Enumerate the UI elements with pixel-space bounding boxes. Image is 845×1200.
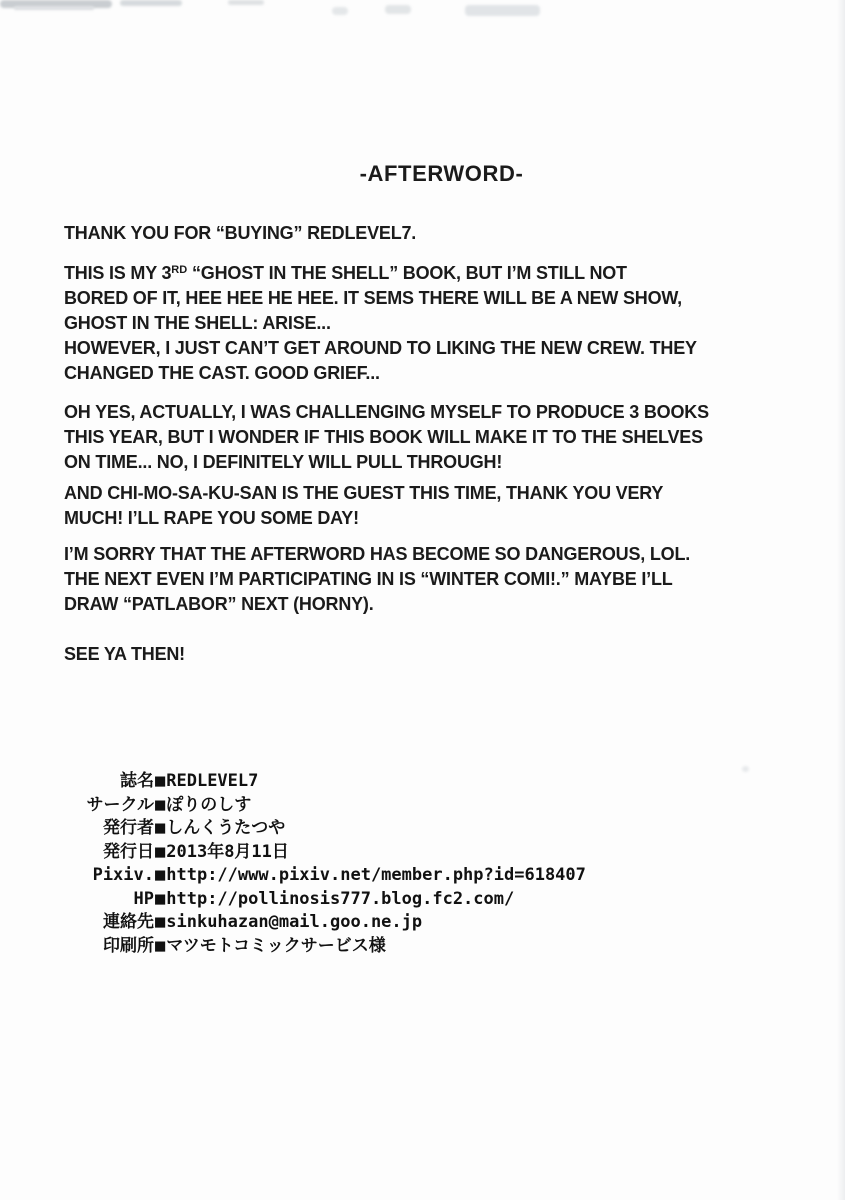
page-title: -AFTERWORD- (359, 161, 524, 186)
colophon-label: 印刷所 (103, 935, 154, 956)
colophon-email: sinkuhazan@mail.goo.ne.jp (166, 912, 423, 932)
square-separator-icon: ■ (155, 935, 166, 956)
body-line: I’M SORRY THAT THE AFTERWORD HAS BECOME SO DANGEROUS, LOL. (64, 544, 691, 564)
scan-speck (742, 766, 749, 772)
colophon-value: ぽりのしす (166, 794, 252, 815)
body-line: THIS YEAR, BUT I WONDER IF THIS BOOK WILL MAKE IT TO THE SHELVES (64, 427, 703, 447)
ordinal-superscript: RD (171, 264, 188, 276)
colophon-label: 連絡先 (103, 912, 154, 932)
body-line: SEE YA THEN! (64, 644, 185, 664)
scan-smudge (228, 0, 264, 5)
colophon-row-date (78, 841, 586, 865)
body-line: CHANGED THE CAST. GOOD GRIEF... (64, 363, 380, 383)
square-separator-icon: ■ (155, 818, 166, 838)
scan-smudge (120, 0, 182, 6)
square-separator-icon: ■ (155, 771, 166, 791)
square-separator-icon: ■ (155, 865, 166, 885)
body-line: BORED OF IT, HEE HEE HE HEE. IT SEMS THERE WILL BE A NEW SHOW, (64, 288, 682, 308)
colophon-row-pixiv (78, 864, 586, 888)
paragraph-next-event (64, 542, 690, 617)
colophon-value: 2013年8月11日 (166, 841, 289, 862)
colophon-row-homepage (78, 888, 586, 912)
colophon-row-publisher (78, 817, 586, 841)
body-line: ON TIME... NO, I DEFINITELY WILL PULL THROUGH! (64, 452, 503, 472)
paragraph-new-crew (64, 336, 697, 386)
body-line: HOWEVER, I JUST CAN’T GET AROUND TO LIKING THE NEW CREW. THEY (64, 338, 697, 358)
body-line: THE NEXT EVEN I’M PARTICIPATING IN IS “WINTER COMI!.” MAYBE I’LL (64, 569, 673, 589)
colophon (78, 770, 586, 958)
body-line: AND CHI-MO-SA-KU-SAN IS THE GUEST THIS TIME, THANK YOU VERY (64, 483, 664, 503)
paragraph-guest (64, 481, 663, 531)
square-separator-icon: ■ (155, 794, 166, 815)
paragraph-third-book (64, 258, 682, 336)
text-run: THIS IS MY 3 (64, 263, 172, 283)
scan-smudge (465, 5, 540, 16)
colophon-label: 誌名 (120, 771, 154, 791)
colophon-value: マツモトコミックサービス様 (166, 935, 386, 956)
colophon-value: しんくうたつや (166, 818, 286, 838)
paragraph-three-books (64, 400, 709, 475)
square-separator-icon: ■ (155, 912, 166, 932)
scan-smudge (14, 6, 94, 10)
paragraph-signoff (64, 642, 185, 667)
body-line: GHOST IN THE SHELL: ARISE... (64, 313, 331, 333)
colophon-label: HP (133, 888, 154, 909)
paragraph-thanks (64, 221, 416, 246)
square-separator-icon: ■ (155, 841, 166, 862)
square-separator-icon: ■ (155, 888, 166, 909)
colophon-row-circle (78, 794, 586, 818)
colophon-url: http://www.pixiv.net/member.php?id=618407 (166, 865, 586, 885)
colophon-label: 発行日 (103, 841, 154, 862)
colophon-label: サークル (86, 794, 154, 815)
colophon-label: 発行者 (103, 818, 154, 838)
body-line: THANK YOU FOR “BUYING” REDLEVEL7. (64, 223, 417, 243)
colophon-row-title (78, 770, 586, 794)
body-line (64, 258, 682, 286)
colophon-row-printer (78, 935, 586, 959)
colophon-label: Pixiv. (92, 865, 154, 885)
colophon-row-contact (78, 911, 586, 935)
body-line: DRAW “PATLABOR” NEXT (HORNY). (64, 594, 374, 614)
colophon-url: http://pollinosis777.blog.fc2.com/ (166, 888, 515, 909)
scan-smudge (332, 7, 348, 15)
colophon-value: REDLEVEL7 (166, 771, 259, 791)
text-run: “GHOST IN THE SHELL” BOOK, BUT I’M STILL NOT (187, 263, 627, 283)
body-line: MUCH! I’LL RAPE YOU SOME DAY! (64, 508, 359, 528)
scan-smudge (385, 5, 411, 14)
body-line: OH YES, ACTUALLY, I WAS CHALLENGING MYSELF TO PRODUCE 3 BOOKS (64, 402, 709, 422)
